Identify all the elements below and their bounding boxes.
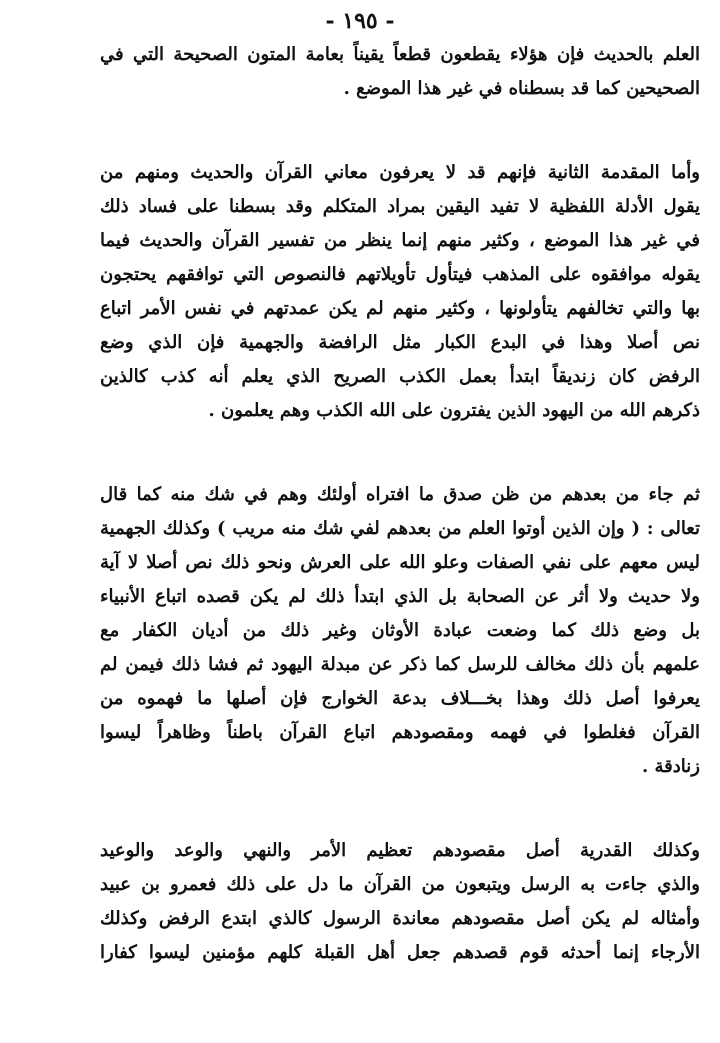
paragraph <box>100 834 700 970</box>
text-line: في غير هذا الموضع ، وكثير منهم إنما ينظر من تفسير القرآن والحديث فيما <box>100 230 700 251</box>
text-line: الأرجاء إنما أحدثه قوم قصدهم جعل أهل القبلة كلهم مؤمنين ليسوا كفارا <box>100 942 700 963</box>
text-line: ثم جاء من بعدهم من ظن صدق ما افتراه أولئك وهم في شك منه كما قال <box>100 484 700 505</box>
page-body <box>100 38 700 970</box>
text-line: ذكرهم الله من اليهود الذين يفترون على الله الكذب وهم يعلمون . <box>208 400 700 421</box>
text-line: يقول الأدلة اللفظية لا تفيد اليقين بمراد المتكلم وقد بسطنا على فساد ذلك <box>100 196 700 217</box>
text-line: الصحيحين كما قد بسطناه في غير هذا الموضع . <box>343 78 700 99</box>
text-line: وكذلك القدرية أصل مقصودهم تعظيم الأمر والنهي والوعد والوعيد <box>100 840 700 861</box>
text-line: وأمثاله لم يكن أصل مقصودهم معاندة الرسول كالذي ابتدع الرفض وكذلك <box>100 908 700 929</box>
text-line: والذي جاءت به الرسل ويتبعون من القرآن ما دل على ذلك فعمرو بن عبيد <box>100 874 700 895</box>
text-line: زنادقة . <box>642 756 700 777</box>
text-line: علمهم بأن ذلك مخالف للرسل كما ذكر عن مبدلة اليهود ثم فشا ذلك فيمن لم <box>100 654 700 675</box>
text-line: يقوله موافقوه على المذهب فيتأول تأويلاتهم فالنصوص التي توافقهم يحتجون <box>100 264 700 285</box>
text-line: وأما المقدمة الثانية فإنهم قد لا يعرفون معاني القرآن والحديث ومنهم من <box>100 162 700 183</box>
page-number: - ١٩٥ - <box>325 8 395 34</box>
text-line: يعرفوا أصل ذلك وهذا بخـــلاف بدعة الخوارج فإن أصلها ما فهموه من <box>100 688 700 709</box>
text-line: القرآن فغلطوا في فهمه ومقصودهم اتباع القرآن باطناً وظاهراً ليسوا <box>100 722 700 743</box>
paragraph <box>100 156 700 428</box>
text-line: بها والتي تخالفهم يتأولونها ، وكثير منهم لم يكن عمدتهم في نفس الأمر اتباع <box>100 298 700 319</box>
text-line: ليس معهم على نفي الصفات وعلو الله على العرش ونحو ذلك نص أصلا لا آية <box>100 552 700 573</box>
text-line: ولا حديث ولا أثر عن الصحابة بل الذي ابتدأ ذلك لم يكن قصده اتباع الأنبياء <box>100 586 700 607</box>
paragraph <box>100 478 700 784</box>
text-line: بل وضع ذلك كما وضعت عبادة الأوثان وغير ذلك من أديان الكفار مع <box>100 620 700 641</box>
paragraph <box>100 38 700 106</box>
text-line: العلم بالحديث فإن هؤلاء يقطعون قطعاً يقيناً بعامة المتون الصحيحة التي في <box>100 44 700 65</box>
text-line: الرفض كان زنديقاً ابتدأ بعمل الكذب الصريح الذي يعلم أنه كذب كالذين <box>100 366 700 387</box>
text-line: نص أصلا وهذا في البدع الكبار مثل الرافضة والجهمية فإن الذي وضع <box>100 332 700 353</box>
text-line: تعالى : ( وإن الذين أوتوا العلم من بعدهم لفي شك منه مريب ) وكذلك الجهمية <box>100 518 700 539</box>
